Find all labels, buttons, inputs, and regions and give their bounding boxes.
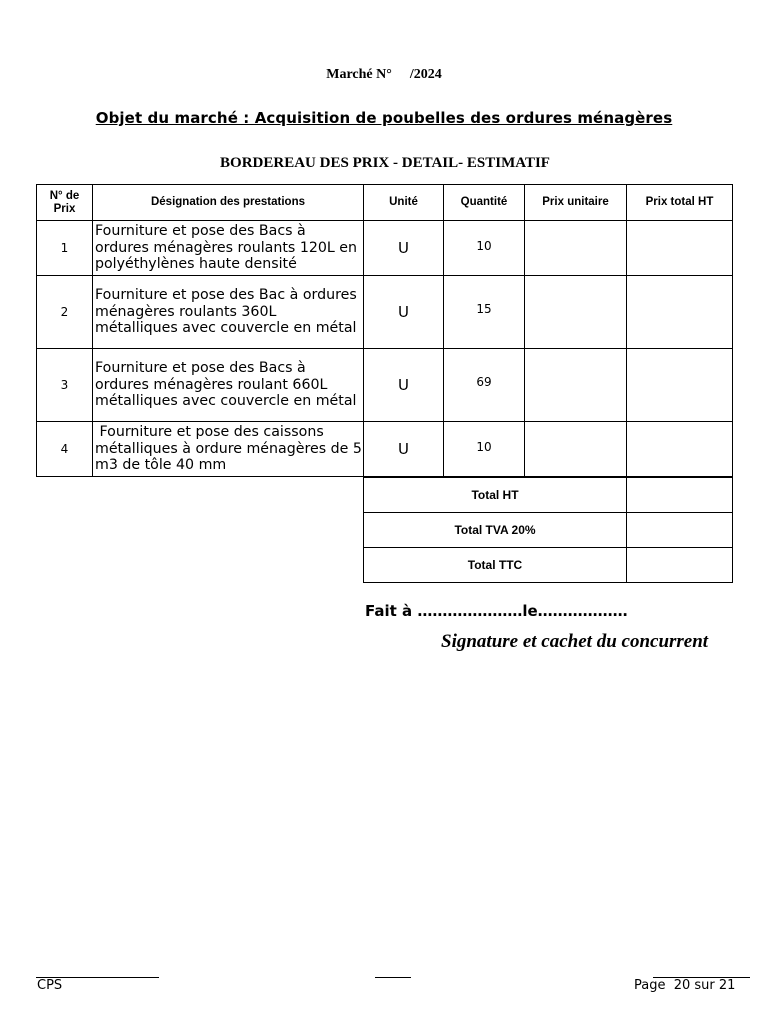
row-prix-total [627,349,733,422]
row-prix-unitaire [525,349,627,422]
total-row [364,478,733,513]
total-ttc-value [627,548,733,583]
row-designation: Fourniture et pose des Bac à ordures ménagères roulants 360L métalliques avec couvercle en métal [93,276,364,349]
marche-number [0,67,768,83]
col-header-prix-total: Prix total HT [627,185,733,221]
price-table [36,184,733,477]
row-unite: U [364,221,444,276]
total-tva-value [627,513,733,548]
marche-prefix: Marché N° [326,67,392,82]
row-prix-total [627,221,733,276]
objet-du-marche: Objet du marché : Acquisition de poubelles des ordures ménagères [95,109,673,127]
row-quantite: 10 [444,422,525,477]
table-row [37,349,733,422]
row-num: 1 [37,221,93,276]
row-prix-unitaire [525,221,627,276]
totals-table [363,477,733,583]
row-quantite: 15 [444,276,525,349]
total-row [364,548,733,583]
total-tva-label: Total TVA 20% [364,513,627,548]
row-num: 2 [37,276,93,349]
row-designation: Fourniture et pose des Bacs à ordures ménagères roulant 660L métalliques avec couvercle en métal [93,349,364,422]
row-num: 3 [37,349,93,422]
table-row [37,422,733,477]
col-header-num: N° de Prix [37,185,93,221]
row-num: 4 [37,422,93,477]
table-header-row [37,185,733,221]
col-header-quantite: Quantité [444,185,525,221]
footer-page-number: Page 20 sur 21 [634,978,736,993]
total-ttc-label: Total TTC [364,548,627,583]
fait-a-line: Fait à …………………le……………… [365,602,628,620]
col-header-designation: Désignation des prestations [93,185,364,221]
row-designation: Fourniture et pose des caissons métalliques à ordure ménagères de 5 m3 de tôle 40 mm [93,422,364,477]
bordereau-title: BORDEREAU DES PRIX - DETAIL- ESTIMATIF [220,155,550,171]
marche-year: /2024 [409,67,442,82]
row-quantite: 69 [444,349,525,422]
row-prix-total [627,276,733,349]
col-header-unite: Unité [364,185,444,221]
total-ht-value [627,478,733,513]
row-unite: U [364,422,444,477]
row-prix-unitaire [525,276,627,349]
row-quantite: 10 [444,221,525,276]
total-ht-label: Total HT [364,478,627,513]
total-row [364,513,733,548]
row-prix-total [627,422,733,477]
footer-rule-center [375,977,411,978]
row-unite: U [364,349,444,422]
row-designation: Fourniture et pose des Bacs à ordures ménagères roulants 120L en polyéthylènes haute densité [93,221,364,276]
col-header-prix-unitaire: Prix unitaire [525,185,627,221]
row-prix-unitaire [525,422,627,477]
table-row [37,221,733,276]
table-row [37,276,733,349]
footer-doc-label: CPS [37,978,63,993]
row-unite: U [364,276,444,349]
signature-caption: Signature et cachet du concurrent [441,631,709,652]
